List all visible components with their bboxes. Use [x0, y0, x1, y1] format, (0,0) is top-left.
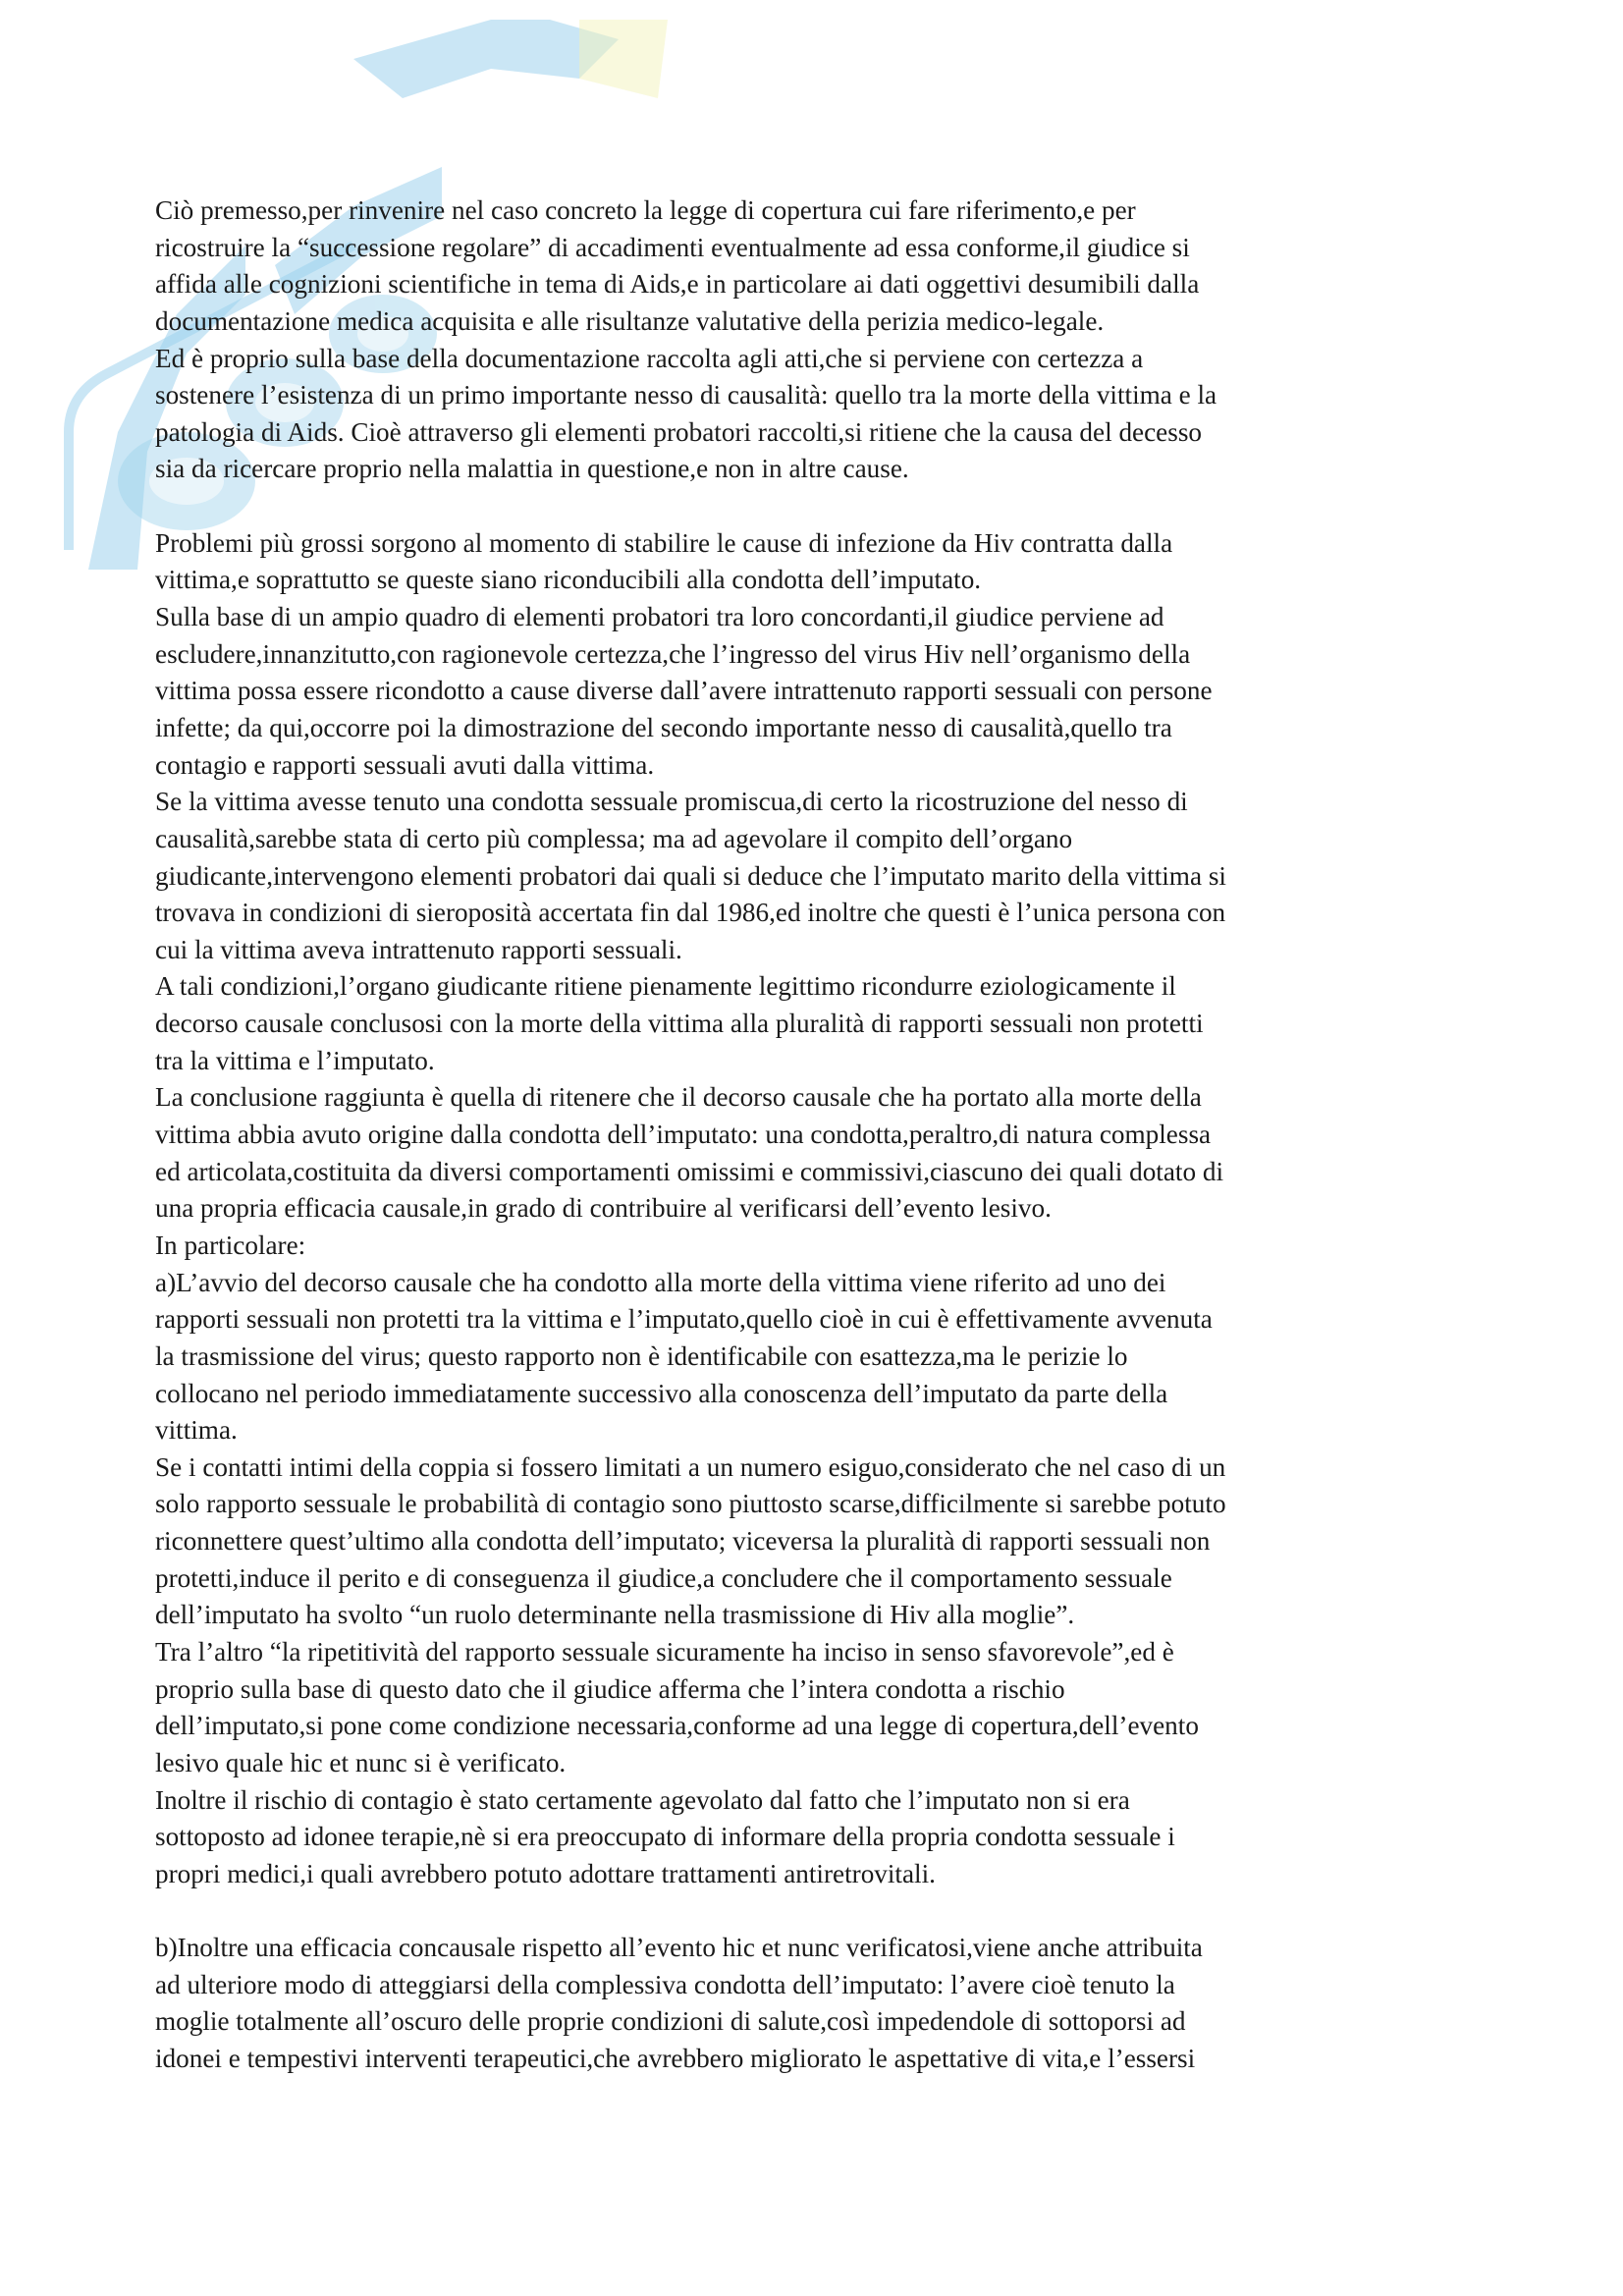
text-line: propri medici,i quali avrebbero potuto adottare trattamenti antiretrovitali.	[155, 1858, 936, 1888]
text-line: Tra l’altro “la ripetitività del rapporto sessuale sicuramente ha inciso in senso sfavorevole”,ed è	[155, 1636, 1174, 1667]
text-line: rapporti sessuali non protetti tra la vittima e l’imputato,quello cioè in cui è effettivamente avvenuta	[155, 1304, 1213, 1335]
text-line: ed articolata,costituita da diversi comportamenti omissimi e commissivi,ciascuno dei quali dotato di	[155, 1156, 1224, 1186]
text-line: riconnettere quest’ultimo alla condotta dell’imputato; viceversa la pluralità di rapporti sessuali non	[155, 1526, 1211, 1557]
text-line: moglie totalmente all’oscuro delle proprie condizioni di salute,così impedendole di sottoporsi ad	[155, 2006, 1186, 2037]
text-line: cui la vittima aveva intrattenuto rapporti sessuali.	[155, 934, 682, 964]
text-line: ad ulteriore modo di atteggiarsi della complessiva condotta dell’imputato: l’avere cioè tenuto la	[155, 1969, 1175, 1999]
text-line: la trasmissione del virus; questo rapporto non è identificabile con esattezza,ma le perizie lo	[155, 1340, 1128, 1371]
text-line: protetti,induce il perito e di conseguenza il giudice,a concludere che il comportamento sessuale	[155, 1562, 1172, 1593]
text-line: documentazione medica acquisita e alle risultanze valutative della perizia medico-legale.	[155, 305, 1105, 336]
text-line: vittima abbia avuto origine dalla condotta dell’imputato: una condotta,peraltro,di natura complessa	[155, 1120, 1212, 1150]
text-line: Ed è proprio sulla base della documentazione raccolta agli atti,che si perviene con certezza a	[155, 343, 1144, 373]
text-line: causalità,sarebbe stata di certo più complessa; ma ad agevolare il compito dell’organo	[155, 823, 1073, 853]
text-line: Se i contatti intimi della coppia si fossero limitati a un numero esiguo,considerato che nel caso di un	[155, 1451, 1226, 1482]
text-line: Inoltre il rischio di contagio è stato certamente agevolato dal fatto che l’imputato non si era	[155, 1784, 1130, 1815]
watermark-shape-top	[353, 20, 619, 98]
text-line: La conclusione raggiunta è quella di ritenere che il decorso causale che ha portato alla morte della	[155, 1082, 1202, 1113]
text-line: ricostruire la “successione regolare” di accadimenti eventualmente ad essa conforme,il giudice si	[155, 232, 1190, 262]
text-line: sia da ricercare proprio nella malattia in questione,e non in altre cause.	[155, 454, 909, 484]
watermark-accent	[579, 20, 668, 98]
text-line: solo rapporto sessuale le probabilità di contagio sono piuttosto scarse,difficilmente si sarebbe potuto	[155, 1489, 1226, 1519]
text-line: affida alle cognizioni scientifiche in tema di Aids,e in particolare ai dati oggettivi desumibili dalla	[155, 269, 1200, 300]
text-line: contagio e rapporti sessuali avuti dalla vittima.	[155, 749, 655, 780]
paragraph-gap	[155, 488, 1481, 525]
text-line: decorso causale conclusosi con la morte della vittima alla pluralità di rapporti sessuali non protetti	[155, 1009, 1204, 1039]
text-line: infette; da qui,occorre poi la dimostrazione del secondo importante nesso di causalità,quello tra	[155, 712, 1172, 742]
text-line: dell’imputato,si pone come condizione necessaria,conforme ad una legge di copertura,dell’evento	[155, 1711, 1199, 1741]
paragraph-gap	[155, 1892, 1481, 1930]
text-line: vittima,e soprattutto se queste siano riconducibili alla condotta dell’imputato.	[155, 565, 982, 595]
text-line: trovava in condizioni di sieroposità accertata fin dal 1986,ed inoltre che questi è l’unica persona con	[155, 898, 1226, 928]
text-line: vittima.	[155, 1415, 238, 1446]
text-line: dell’imputato ha svolto “un ruolo determinante nella trasmissione di Hiv alla moglie”.	[155, 1600, 1075, 1630]
document-body	[155, 192, 1481, 2078]
text-line: Problemi più grossi sorgono al momento di stabilire le cause di infezione da Hiv contratta dalla	[155, 527, 1173, 558]
text-line: Sulla base di un ampio quadro di elementi probatori tra loro concordanti,il giudice perviene ad	[155, 602, 1164, 632]
text-line: Ciò premesso,per rinvenire nel caso concreto la legge di copertura cui fare riferimento,e per	[155, 195, 1136, 225]
text-line: lesivo quale hic et nunc si è verificato.	[155, 1747, 567, 1777]
text-line: giudicante,intervengono elementi probatori dai quali si deduce che l’imputato marito della vittima si	[155, 860, 1226, 891]
text-line: a)L’avvio del decorso causale che ha condotto alla morte della vittima viene riferito ad uno dei	[155, 1267, 1166, 1297]
text-line: sostenere l’esistenza di un primo importante nesso di causalità: quello tra la morte della vittima e la	[155, 380, 1217, 410]
text-line: In particolare:	[155, 1230, 306, 1260]
text-line: b)Inoltre una efficacia concausale rispetto all’evento hic et nunc verificatosi,viene anche attribuita	[155, 1933, 1203, 1963]
text-line: patologia di Aids. Cioè attraverso gli elementi probatori raccolti,si ritiene che la causa del decesso	[155, 416, 1202, 447]
text-line: escludere,innanzitutto,con ragionevole certezza,che l’ingresso del virus Hiv nell’organismo della	[155, 638, 1191, 669]
text-line: collocano nel periodo immediatamente successivo alla conoscenza dell’imputato da parte della	[155, 1378, 1168, 1408]
text-line: A tali condizioni,l’organo giudicante ritiene pienamente legittimo ricondurre eziologicamente il	[155, 971, 1176, 1002]
text-line: sottoposto ad idonee terapie,nè si era preoccupato di informare della propria condotta sessuale i	[155, 1822, 1175, 1852]
text-line: proprio sulla base di questo dato che il giudice afferma che l’intera condotta a rischio	[155, 1673, 1065, 1704]
text-line: una propria efficacia causale,in grado di contribuire al verificarsi dell’evento lesivo.	[155, 1193, 1052, 1224]
text-line: tra la vittima e l’imputato.	[155, 1045, 435, 1075]
text-line: Se la vittima avesse tenuto una condotta sessuale promiscua,di certo la ricostruzione del nesso di	[155, 787, 1188, 817]
text-line: vittima possa essere ricondotto a cause diverse dall’avere intrattenuto rapporti sessuali con persone	[155, 676, 1213, 706]
text-line: idonei e tempestivi interventi terapeutici,che avrebbero migliorato le aspettative di vita,e l’essersi	[155, 2044, 1196, 2074]
